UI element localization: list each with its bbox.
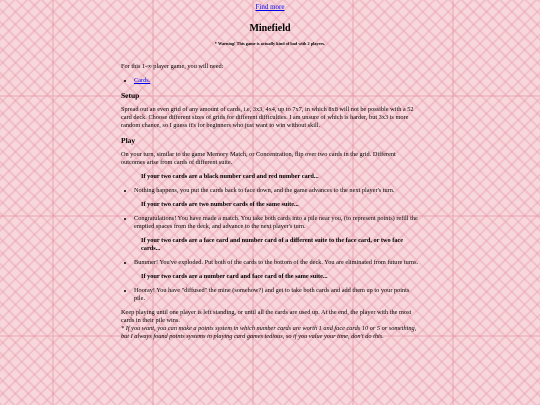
ending-section (121, 309, 419, 341)
needs-list (121, 77, 419, 85)
rule-result-list (121, 287, 419, 303)
ending-text: Keep playing until one player is left standing, or until all the cards are used up. At the end, the player with the most cards in their pile wins. (121, 309, 412, 324)
play-heading: Play (121, 136, 136, 145)
cards-link[interactable]: Cards. (134, 77, 151, 84)
rule-condition: If your two cards are a face card and number card of a different suite to the face card, or two face cards... (141, 237, 404, 252)
rule-condition: If your two cards are a number card and face card of the same suite... (141, 273, 328, 280)
list-item: • Bummer! You've exploded. Put both of the cards to the bottom of the deck. You are eliminated from future turns. (134, 259, 419, 267)
list-item: • Hooray! You have "diffused" the mine (somehow?) and get to take both cards and add them up to your points pile. (134, 287, 419, 303)
page-title: Minefield (249, 23, 291, 34)
intro-text: For this 1-∞ player game, you will need: (121, 63, 224, 70)
rule-result-list (121, 259, 419, 267)
setup-heading: Setup (121, 91, 140, 100)
play-text: On your turn, similar to the game Memory Match, or Concentration, flip over two cards in the grid. Different outcomes arise from cards of different suite. (121, 151, 396, 166)
list-item: • Nothing happens, you put the cards back to face down, and the game advances to the next player's turn. (134, 187, 419, 195)
rule-result-list (121, 215, 419, 231)
setup-text: Spread out an even grid of any amount of cards, i.e, 3x3, 4x4, up to 7x7, in which 8x8 will not be possible with a 52 card deck. Choose different sizes of grids for different difficulties. I am unsure of which is harder, but 3x3 is more random chance, so I guess it's for beginners who just want to win without skill. (121, 106, 414, 129)
list-item: • Congratulations! You have made a match. You take both cards into a pile near you, (to represent points) refill the emptied spaces from the deck, and advance to the next player's turn. (134, 215, 419, 231)
warning-note: * Warning! This game is actually kind of bad with 2 players. (214, 41, 326, 46)
list-item (134, 77, 419, 85)
rule-result-list (121, 187, 419, 195)
rule-condition: If your two cards are two number cards of the same suite... (141, 201, 299, 208)
footnote: * If you want, you can make a points system in which number cards are worth 1 and face cards 10 or 5 or something, but I always found points systems in playing card games tedious, so if you value your time, don't do this. (121, 325, 417, 340)
find-more-link[interactable]: Find more (255, 3, 285, 11)
rule-condition: If your two cards are a black number card and red number card... (141, 173, 319, 180)
